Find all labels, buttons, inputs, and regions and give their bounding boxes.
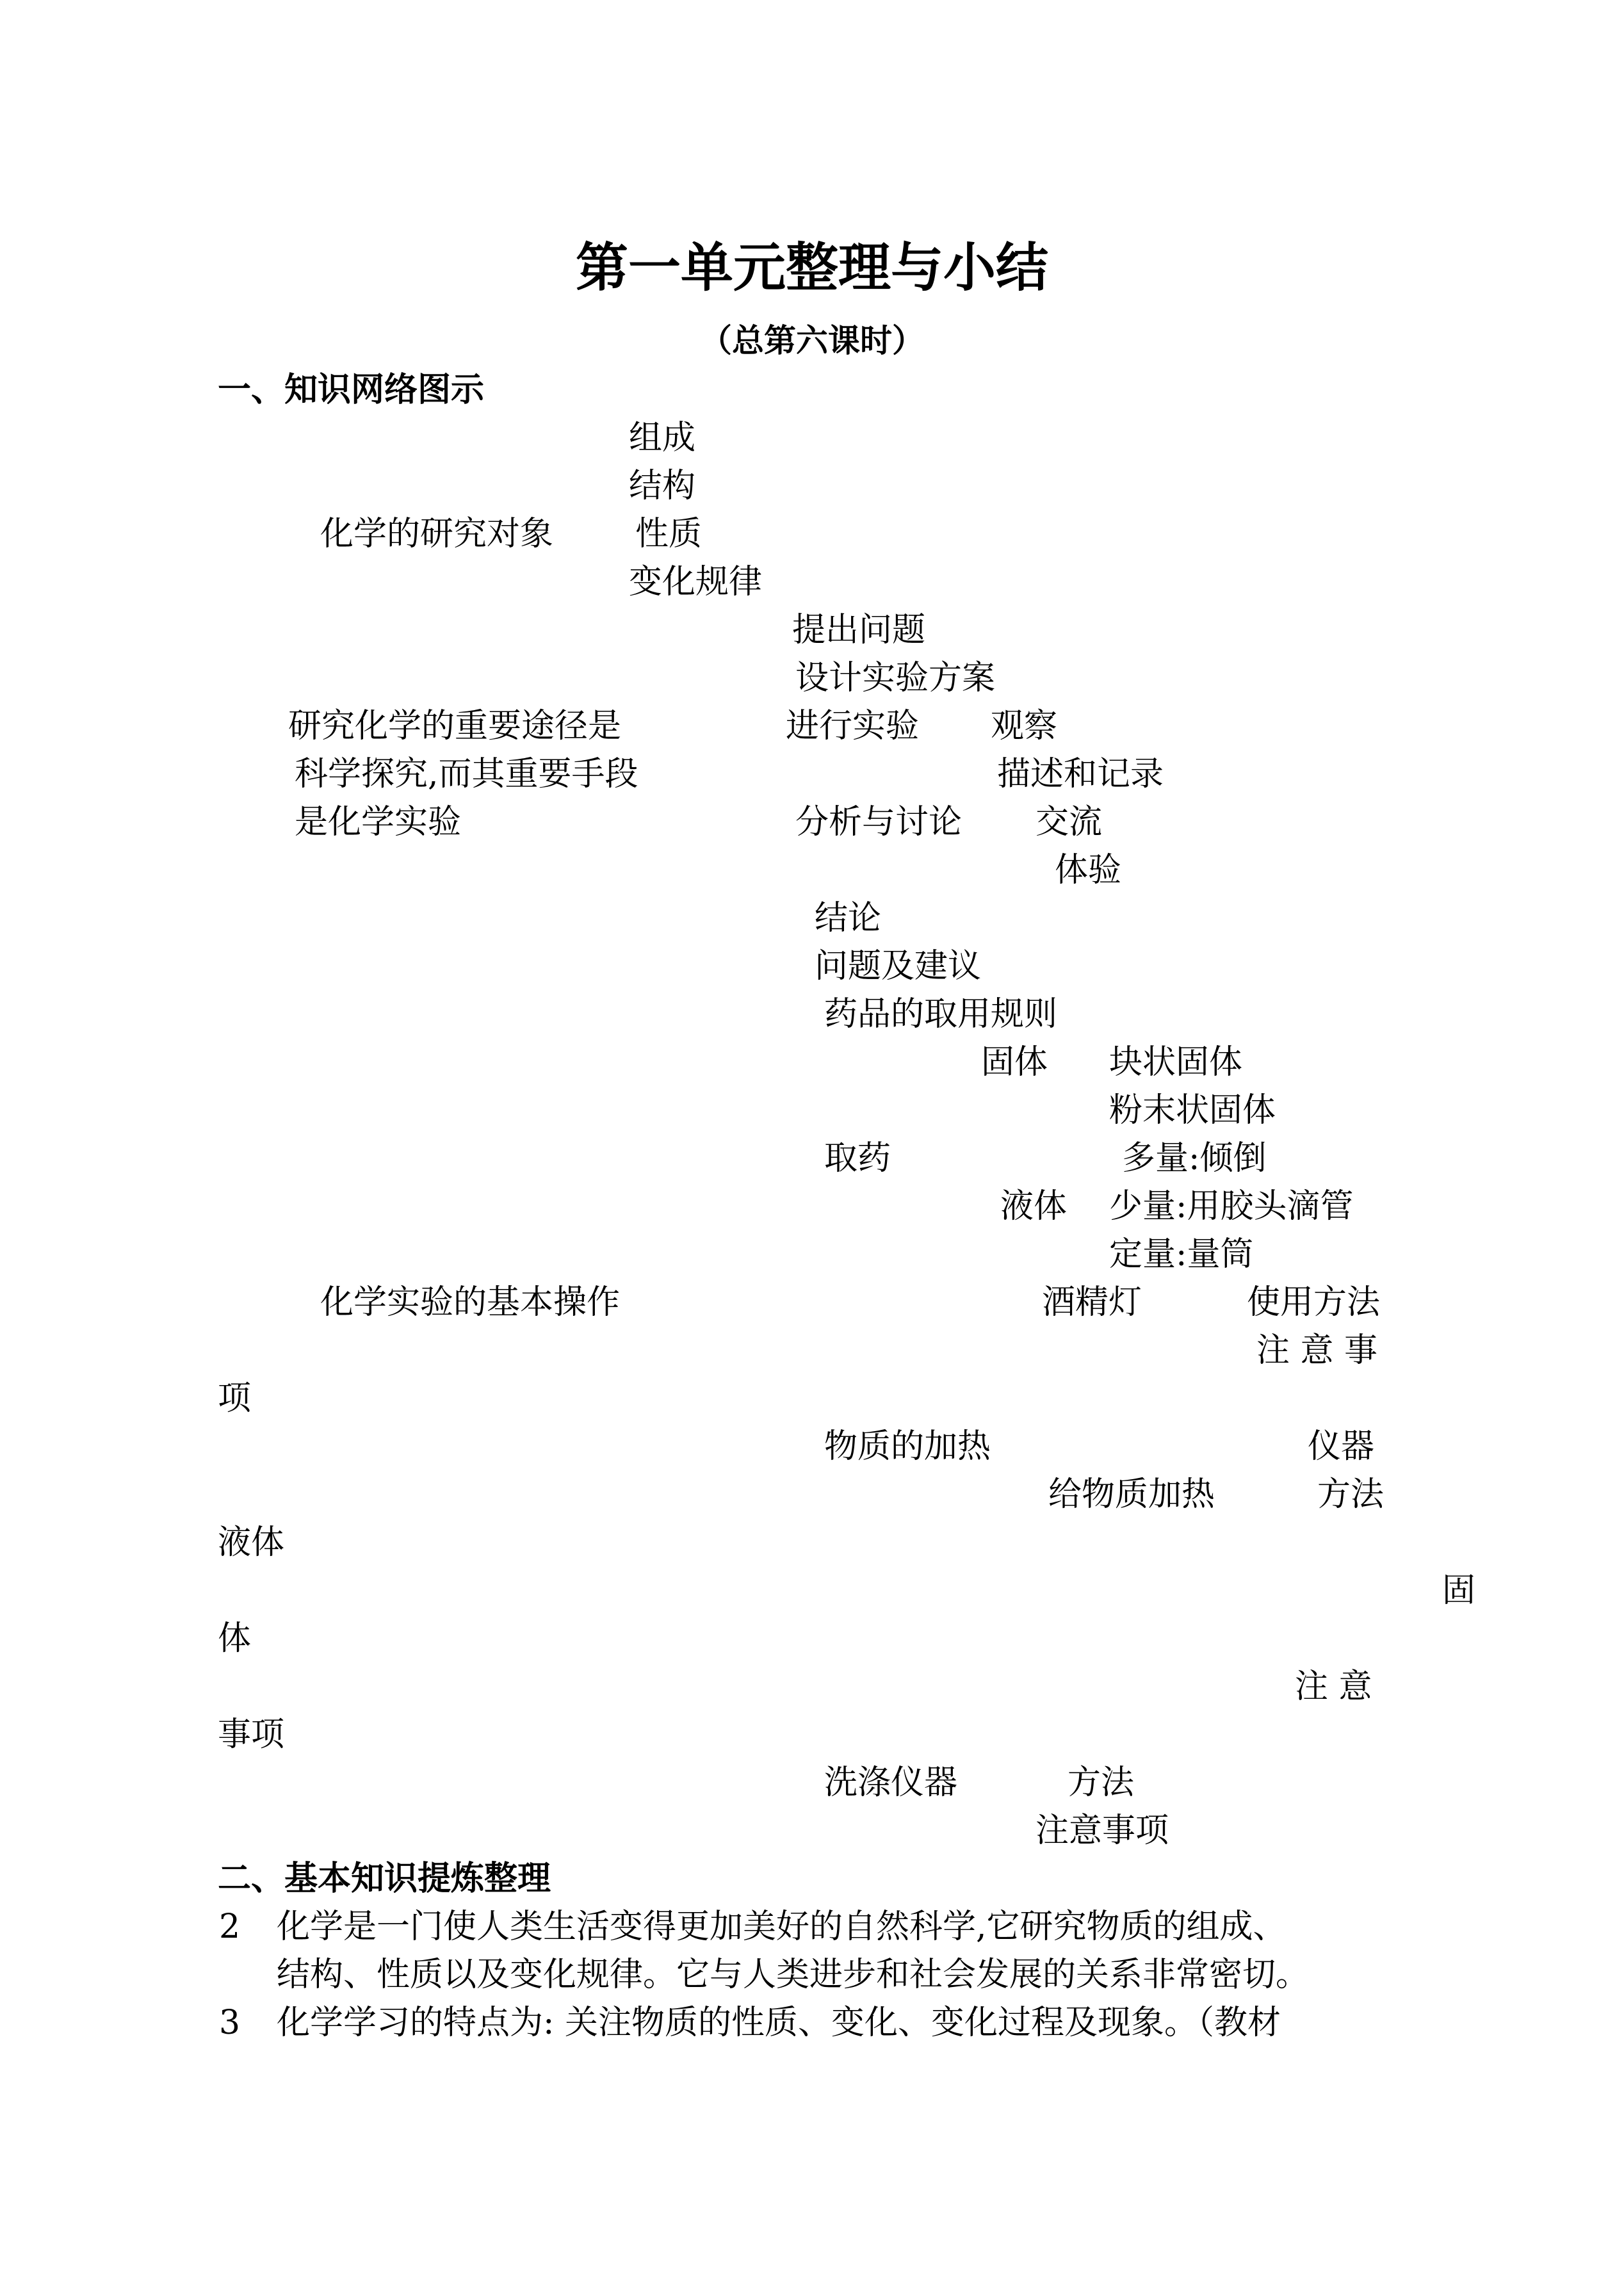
heat-solid-b: 体 (218, 1619, 252, 1658)
experiment-sub-observe: 观察 (991, 707, 1058, 745)
solid-lump: 块状固体 (1109, 1043, 1243, 1082)
heat-notes-b: 事项 (218, 1715, 285, 1754)
item-2-line-2: 结构、性质以及变化规律。它与人类进步和社会发展的关系非常密切。 (277, 1956, 1310, 1994)
inquiry-step-design: 设计实验方案 (795, 659, 996, 697)
lamp-usage: 使用方法 (1247, 1283, 1381, 1322)
inquiry-label-line-1: 研究化学的重要途径是 (288, 707, 622, 745)
heat-solid-a: 固 (1442, 1571, 1476, 1610)
liquid-measured: 定量:量筒 (1109, 1235, 1254, 1274)
heat-method: 方法 (1317, 1475, 1384, 1514)
inquiry-step-question: 提出问题 (792, 611, 926, 649)
heat-liquid: 液体 (218, 1523, 285, 1562)
solid-powder: 粉末状固体 (1109, 1091, 1276, 1130)
inquiry-label-line-2: 科学探究,而其重要手段 (295, 755, 638, 793)
item-3-line-1: 化学学习的特点为: 关注物质的性质、变化、变化过程及现象。（教材 (277, 2004, 1281, 2042)
heat-notes-a: 注 意 (1295, 1667, 1372, 1706)
research-item-change: 变化规律 (629, 563, 763, 601)
research-item-property: 性质 (635, 515, 702, 553)
section-2-heading: 二、基本知识提炼整理 (218, 1860, 551, 1898)
drug-rules: 药品的取用规则 (824, 995, 1058, 1034)
page-title: 第一单元整理与小结 (575, 238, 1048, 298)
research-item-composition: 组成 (629, 419, 696, 457)
research-object-label: 化学的研究对象 (320, 515, 554, 553)
wash-method: 方法 (1068, 1764, 1135, 1802)
heat-instrument: 仪器 (1308, 1427, 1375, 1466)
take-liquid: 液体 (1000, 1187, 1068, 1226)
inquiry-label-line-3: 是化学实验 (295, 803, 462, 841)
inquiry-step-conclusion: 结论 (815, 899, 882, 937)
liquid-large: 多量:倾倒 (1122, 1139, 1267, 1178)
item-3-number: 3 (219, 2004, 241, 2042)
take-drug: 取药 (824, 1139, 891, 1178)
heating-label: 物质的加热 (824, 1427, 991, 1466)
inquiry-step-suggestions: 问题及建议 (815, 947, 982, 985)
experiment-sub-record: 描述和记录 (997, 755, 1164, 793)
take-solid: 固体 (981, 1043, 1048, 1082)
lamp-notes-wrap: 项 (218, 1379, 252, 1418)
research-item-structure: 结构 (629, 467, 696, 505)
operations-label: 化学实验的基本操作 (320, 1283, 621, 1322)
item-2-number: 2 (219, 1908, 241, 1946)
wash-instruments: 洗涤仪器 (824, 1764, 958, 1802)
inquiry-step-discussion: 分析与讨论 (795, 803, 962, 841)
discussion-sub-experience: 体验 (1055, 851, 1122, 889)
alcohol-lamp: 酒精灯 (1042, 1283, 1142, 1322)
wash-notes: 注意事项 (1035, 1812, 1169, 1850)
item-2-line-1: 化学是一门使人类生活变得更加美好的自然科学,它研究物质的组成、 (277, 1908, 1287, 1946)
page-subtitle: （总第六课时） (700, 322, 924, 359)
heat-substance: 给物质加热 (1048, 1475, 1215, 1514)
discussion-sub-exchange: 交流 (1035, 803, 1103, 841)
lamp-notes: 注 意 事 (1256, 1331, 1378, 1370)
section-1-heading: 一、知识网络图示 (218, 371, 485, 409)
inquiry-step-experiment: 进行实验 (786, 707, 920, 745)
liquid-small: 少量:用胶头滴管 (1109, 1187, 1354, 1226)
